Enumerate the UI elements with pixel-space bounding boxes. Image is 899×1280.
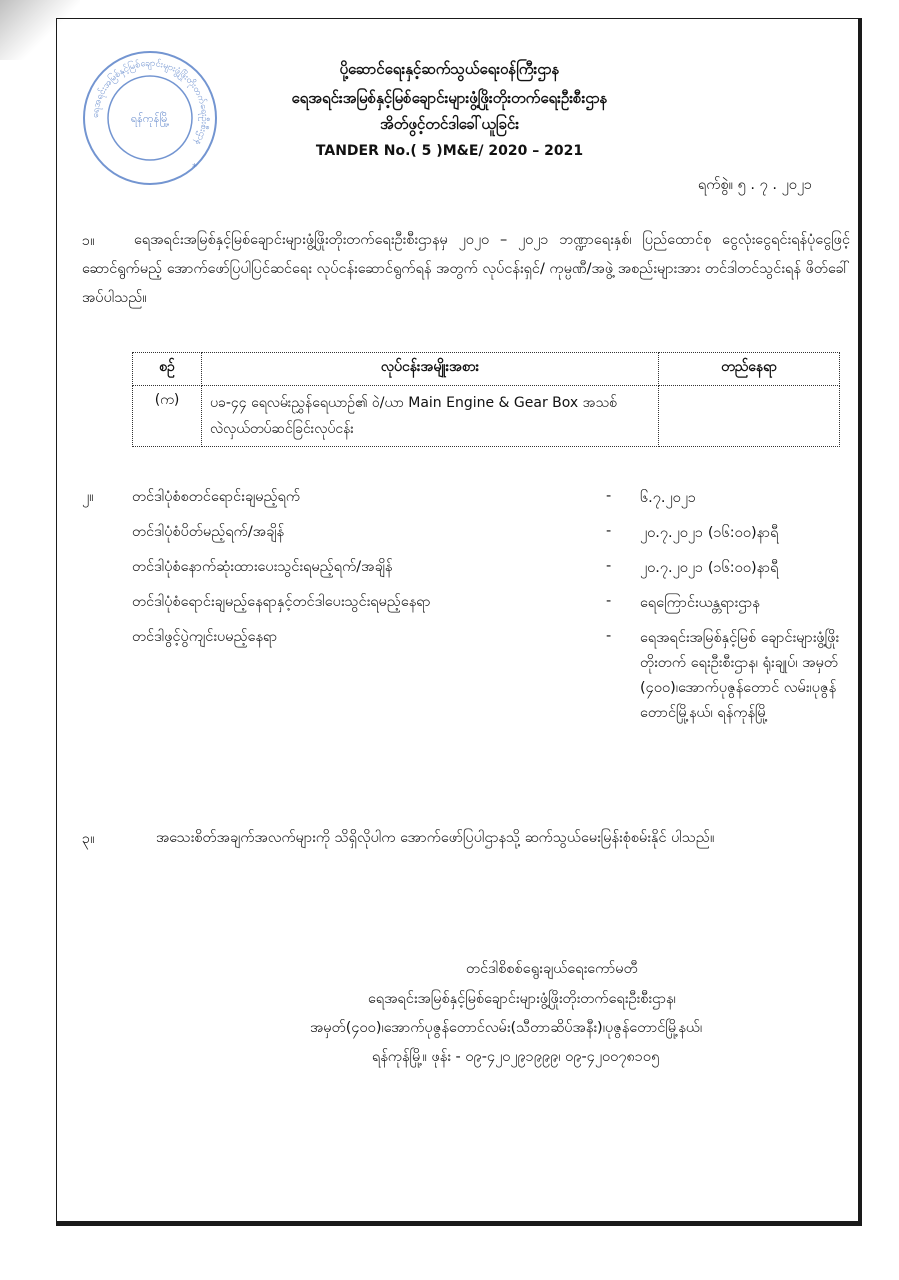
col-header-location: တည်နေရာ <box>659 353 840 386</box>
jobs-table <box>132 352 840 447</box>
item-value: ရေကြောင်းယန္တရားဌာန <box>640 595 760 611</box>
para1-text: ရေအရင်းအမြစ်နှင့်မြစ်ချောင်းများဖွံ့ဖြိုးတိုးတက်ရေးဦးစီးဌာနမှ ၂၀၂၀ – ၂၀၂၁ ဘဏ္ဍာရေးနှစ်၊ ပြည်ထောင်စု ငွေလုံးငွေရင်းရန်ပုံငွေဖြင့်ဆောင်ရွက်မည့် အောက်ဖော်ပြပါပြင်ဆင်ရေး လုပ်ငန်းဆောင်ရွက်ရန် အတွက် လုပ်ငန်းရှင်/ ကုမ္ပဏီ/အဖွဲ့ အစည်းများအား တင်ဒါတင်သွင်းရန် ဖိတ်ခေါ်အပ်ပါသည်။ <box>82 232 850 306</box>
para3-text: အသေးစိတ်အချက်အလက်များကို သိရှိလိုပါက အောက်ဖော်ပြပါဌာနသို့ ဆက်သွယ်မေးမြန်းစုံစမ်းနိုင် ပါသည်။ <box>156 830 715 846</box>
row-location <box>659 386 840 447</box>
table-header-row <box>133 353 840 386</box>
para3-number: ၃။ <box>82 831 95 847</box>
item-value: ရေအရင်းအမြစ်နှင့်မြစ် ချောင်းများဖွံ့ဖြိုးတိုးတက် ရေးဦးစီးဌာန၊ ရုံးချုပ်၊ အမှတ် (၄၀၀)၊အောက်ပုဇွန်တောင် လမ်း၊ပုဇွန်တောင်မြို့နယ်၊ ရန်ကုန်မြို့ <box>640 630 840 721</box>
item-dash: - <box>606 628 612 644</box>
item-dash: - <box>606 558 612 574</box>
item-label: တင်ဒါပုံစံစတင်ရောင်းချမည့်ရက် <box>132 489 301 505</box>
department-name: ရေအရင်းအမြစ်နှင့်မြစ်ချောင်းများဖွံ့ဖြိုးတိုးတက်ရေးဦးစီးဌာန <box>291 89 608 107</box>
para2-number: ၂။ <box>82 489 94 505</box>
footer-committee: တင်ဒါစိစစ်ရွေးချယ်ရေးကော်မတီ <box>466 961 638 977</box>
footer-phone: ရန်ကုန်မြို့။ ဖုန်း - ၀၉-၄၂၀၂၉၁၉၉၉၊ ၀၉-၄၂၀၀၇၈၁၀၅ <box>372 1049 660 1065</box>
item-value: ၂၀.၇.၂၀၂၁ (၁၆:၀၀)နာရီ <box>640 560 779 576</box>
document-border <box>56 18 862 1226</box>
notice-title: အိတ်ဖွင့်တင်ဒါခေါ်ယူခြင်း <box>379 115 519 133</box>
tender-number: TANDER No.( 5 )M&E/ 2020 – 2021 <box>315 143 584 159</box>
item-value: ၆.၇.၂၀၂၁ <box>640 490 697 506</box>
item-label: တင်ဒါဖွင့်ပွဲကျင်းပမည့်နေရာ <box>132 629 278 645</box>
item-label: တင်ဒါပုံစံနောက်ဆုံးထားပေးသွင်းရမည့်ရက်/အချိန် <box>132 559 393 575</box>
stamp-center-text: ရန်ကုန်မြို့ <box>130 112 170 125</box>
footer-address: အမှတ်(၄၀၀)၊အောက်ပုဇွန်တောင်လမ်း(သီတာဆိပ်အနီး)၊ပုဇွန်တောင်မြို့နယ်၊ <box>310 1020 703 1036</box>
item-dash: - <box>606 523 612 539</box>
date-line: ရက်စွဲ။ ၅ . ၇ . ၂၀၂၁ <box>698 177 813 193</box>
svg-text:*: * <box>192 162 197 173</box>
item-dash: - <box>606 488 612 504</box>
col-header-work: လုပ်ငန်းအမျိုးအစား <box>202 353 659 386</box>
col-header-no: စဉ် <box>133 353 202 386</box>
item-label: တင်ဒါပုံစံပိတ်မည့်ရက်/အချိန် <box>132 524 285 540</box>
row-no: (က) <box>133 386 202 447</box>
stamp-ring-text: ရေအရင်းအမြစ်နှင့်မြစ်ချောင်းများဖွံ့ဖြိုးတိုးတက်ရေးဦးစီးဌာန <box>90 58 210 147</box>
table-row <box>133 386 840 447</box>
ministry-name: ပို့ဆောင်ရေးနှင့်ဆက်သွယ်ရေးဝန်ကြီးဌာန <box>339 60 560 78</box>
item-label: တင်ဒါပုံစံရောင်းချမည့်နေရာနှင့်တင်ဒါပေးသွင်းရမည့်နေရာ <box>132 594 431 610</box>
item-value: ၂၀.၇.၂၀၂၁ (၁၆:၀၀)နာရီ <box>640 525 779 541</box>
footer-department: ရေအရင်းအမြစ်နှင့်မြစ်ချောင်းများဖွံ့ဖြိုးတိုးတက်ရေးဦးစီးဌာန၊ <box>368 991 676 1007</box>
item-dash: - <box>606 593 612 609</box>
row-work: ပခ-၄၄ ရေလမ်းညွှန်ရေယာဉ်၏ ဝဲ/ယာ Main Engine & Gear Box အသစ်လဲလှယ်တပ်ဆင်ခြင်းလုပ်ငန်း <box>202 386 659 447</box>
para1-number: ၁။ <box>82 233 95 249</box>
